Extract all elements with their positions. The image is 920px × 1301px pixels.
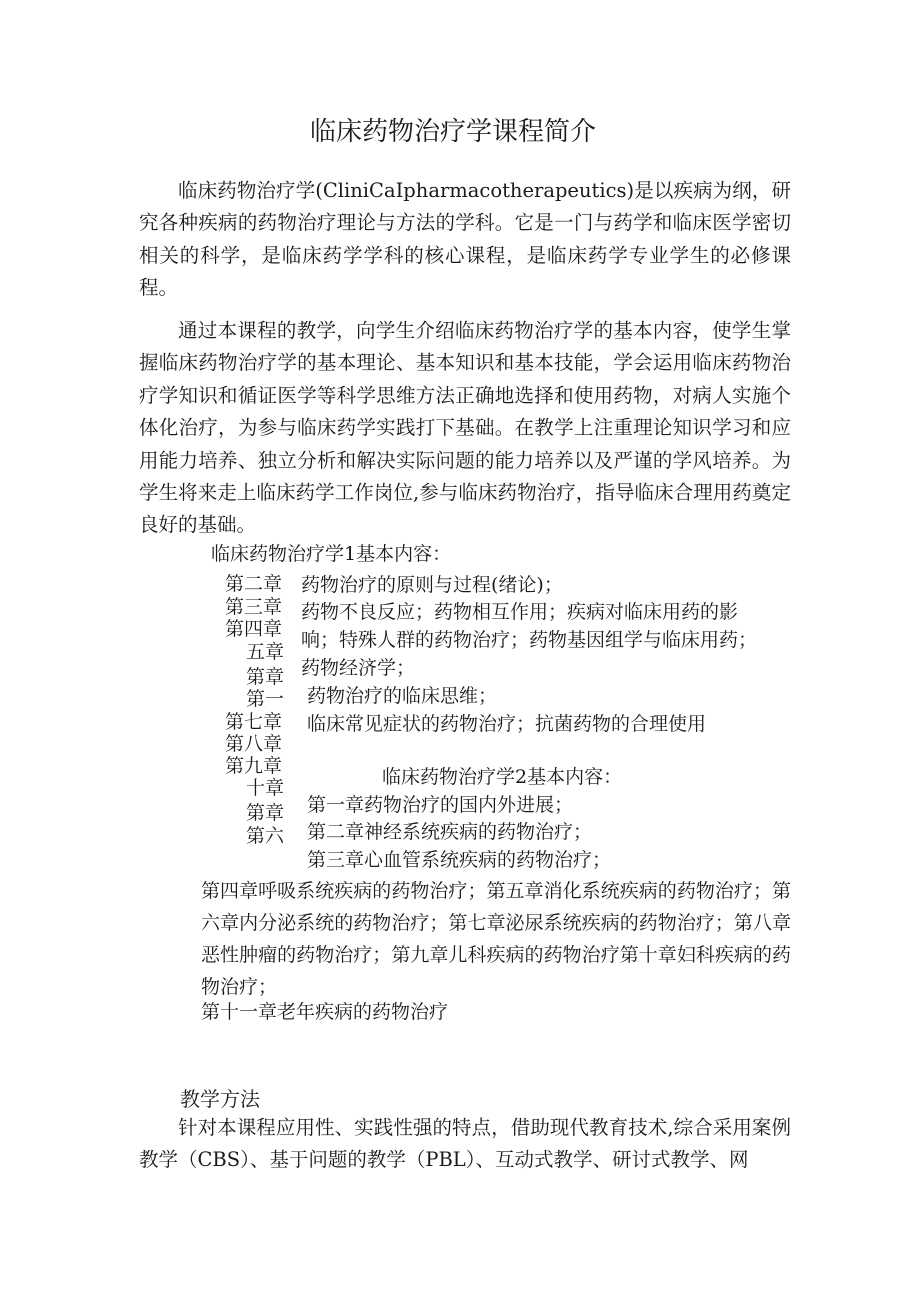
chapter-label: 第章 (246, 802, 285, 824)
chapter-label: 第三章 (225, 596, 283, 618)
page-title: 临床药物治疗学课程简介 (310, 117, 597, 147)
content-line: 药物不良反应；药物相互作用；疾病对临床用药的影 (301, 601, 739, 623)
chapter-label: 第四章 (225, 618, 283, 640)
content-line: 第三章心血管系统疾病的药物治疗； (307, 849, 612, 871)
section-heading-1: 临床药物治疗学1基本内容： (211, 543, 452, 565)
content-line: 第二章神经系统疾病的药物治疗； (307, 821, 593, 843)
chapter-label: 第二章 (225, 573, 283, 595)
chapter-label: 五章 (246, 641, 285, 663)
content-line: 药物经济学； (301, 657, 416, 679)
chapter-label: 第章 (246, 666, 285, 688)
chapter-label: 十章 (246, 777, 285, 799)
chapter-label: 第七章 (225, 711, 283, 733)
section-heading-2: 临床药物治疗学2基本内容： (382, 766, 623, 788)
content-line: 临床常见症状的药物治疗；抗菌药物的合理使用 (307, 713, 707, 735)
methods-paragraph: 针对本课程应用性、实践性强的特点，借助现代教育技术,综合采用案例教学（CBS）、基于问题的教学（PBL）、互动式教学、研讨式教学、网 (139, 1116, 791, 1172)
chapter-label: 第九章 (225, 755, 283, 777)
section-heading-methods: 教学方法 (180, 1087, 260, 1111)
content-line: 第十一章老年疾病的药物治疗 (201, 1001, 449, 1023)
intro-paragraph-2: 通过本课程的教学，向学生介绍临床药物治疗学的基本内容，使学生掌握临床药物治疗学的基本理论、基本知识和基本技能，学会运用临床药物治疗学知识和循证医学等科学思维方法正确地选择和使用药物，对病人实施个体化治疗，为参与临床药学实践打下基础。在教学上注重理论知识学习和应用能力培养、独立分析和解决实际问题的能力培养以及严谨的学风培养。为学生将来走上临床药学工作岗位,参与临床药物治疗，指导临床合理用药奠定良好的基础。 (139, 319, 791, 537)
content-line: 响；特殊人群的药物治疗；药物基因组学与临床用药； (301, 629, 758, 651)
content-line: 药物治疗的原则与过程(绪论)； (301, 574, 563, 596)
chapter-list-paragraph: 第四章呼吸系统疾病的药物治疗；第五章消化系统疾病的药物治疗；第六章内分泌系统的药物治疗；第七章泌尿系统疾病的药物治疗；第八章恶性肿瘤的药物治疗；第九章儿科疾病的药物治疗第十章妇科疾病的药物治疗； (201, 880, 791, 998)
content-line: 药物治疗的临床思维； (307, 685, 498, 707)
intro-paragraph-1: 临床药物治疗学(CliniCaIpharmacotherapeutics)是以疾病为纲，研究各种疾病的药物治疗理论与方法的学科。它是一门与药学和临床医学密切相关的科学，是临床药学学科的核心课程，是临床药学专业学生的必修课程。 (139, 179, 791, 300)
chapter-label: 第一 (246, 688, 285, 710)
content-line: 第一章药物治疗的国内外进展； (307, 794, 574, 816)
chapter-label: 第八章 (225, 733, 283, 755)
chapter-label: 第六 (246, 825, 285, 847)
